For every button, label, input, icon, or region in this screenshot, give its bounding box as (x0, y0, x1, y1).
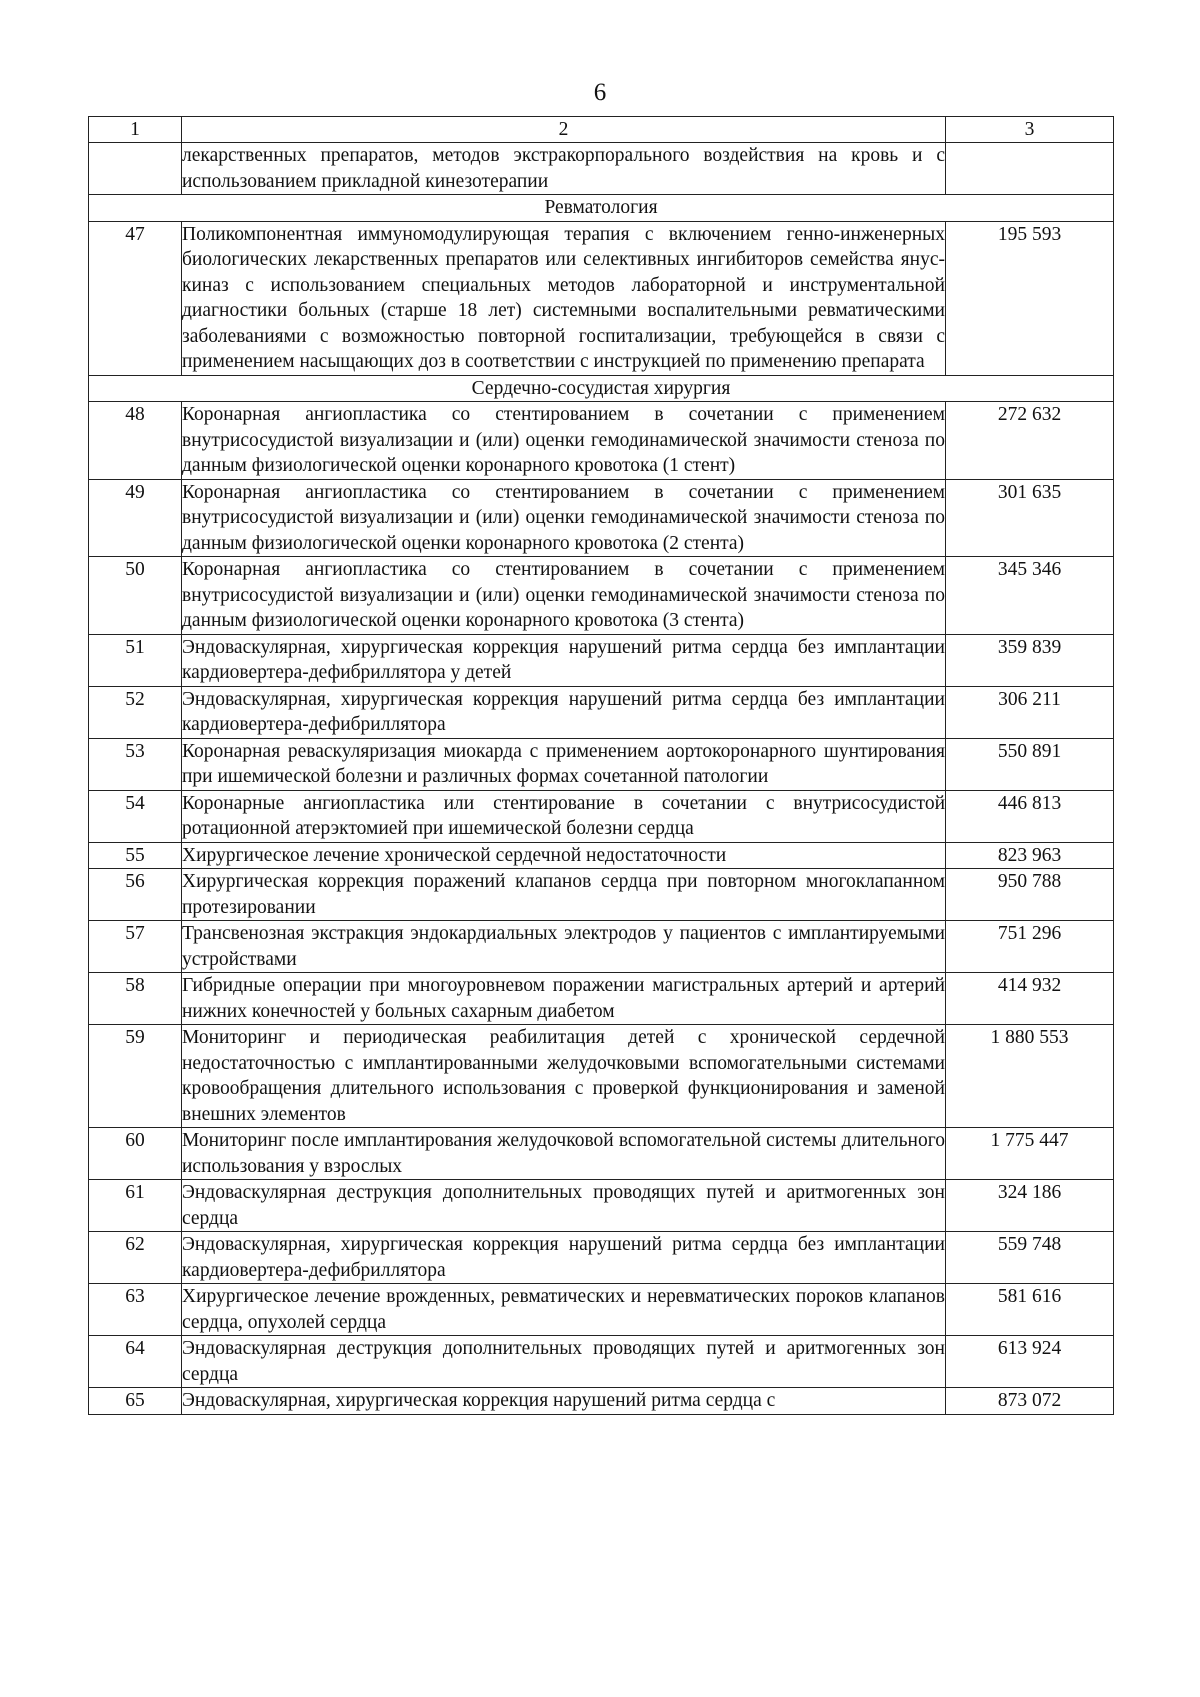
table-row (89, 1388, 1114, 1415)
table-row (89, 921, 1114, 973)
row-number: 47 (89, 221, 182, 375)
row-value: 613 924 (946, 1336, 1114, 1388)
section-title: Сердечно-сосудистая хирургия (89, 375, 1114, 402)
row-value: 550 891 (946, 738, 1114, 790)
row-number: 59 (89, 1025, 182, 1128)
row-number: 55 (89, 842, 182, 869)
row-value: 301 635 (946, 479, 1114, 557)
table-row (89, 869, 1114, 921)
row-value: 446 813 (946, 790, 1114, 842)
table-row (89, 557, 1114, 635)
table-row (89, 973, 1114, 1025)
row-value (946, 143, 1114, 195)
section-row (89, 375, 1114, 402)
row-value: 306 211 (946, 686, 1114, 738)
row-number: 62 (89, 1232, 182, 1284)
row-value: 581 616 (946, 1284, 1114, 1336)
row-description: Эндоваскулярная деструкция дополнительных проводящих путей и аритмогенных зон сердца (182, 1180, 946, 1232)
row-number: 60 (89, 1128, 182, 1180)
row-description: Гибридные операции при многоуровневом поражении магистральных артерий и артерий нижних конечностей у больных сахарным диабетом (182, 973, 946, 1025)
row-description: Коронарная ангиопластика со стентированием в сочетании с применением внутрисосудистой визуализации и (или) оценки гемодинамической значимости стеноза по данным физиологической оценки коронарного кровотока (2 стента) (182, 479, 946, 557)
table-row (89, 1336, 1114, 1388)
table-row (89, 686, 1114, 738)
row-description: Эндоваскулярная, хирургическая коррекция нарушений ритма сердца без имплантации кардиовертера-дефибриллятора у детей (182, 634, 946, 686)
tariff-table (88, 116, 1114, 1415)
row-number (89, 143, 182, 195)
table-row (89, 143, 1114, 195)
table-header-row (89, 117, 1114, 143)
row-value: 359 839 (946, 634, 1114, 686)
row-description: Эндоваскулярная, хирургическая коррекция нарушений ритма сердца без имплантации кардиовертера-дефибриллятора (182, 686, 946, 738)
table-row (89, 738, 1114, 790)
row-value: 414 932 (946, 973, 1114, 1025)
column-header: 2 (182, 117, 946, 143)
row-value: 1 775 447 (946, 1128, 1114, 1180)
row-value: 559 748 (946, 1232, 1114, 1284)
row-description: Хирургическая коррекция поражений клапанов сердца при повторном многоклапанном протезировании (182, 869, 946, 921)
row-description: лекарственных препаратов, методов экстракорпорального воздействия на кровь и с использованием прикладной кинезотерапии (182, 143, 946, 195)
row-number: 56 (89, 869, 182, 921)
row-description: Эндоваскулярная, хирургическая коррекция нарушений ритма сердца с (182, 1388, 946, 1415)
table-row (89, 634, 1114, 686)
row-description: Мониторинг и периодическая реабилитация детей с хронической сердечной недостаточностью с имплантированными желудочковыми вспомогательными системами кровообращения длительного использования с проверкой функционирования и заменой внешних элементов (182, 1025, 946, 1128)
row-value: 195 593 (946, 221, 1114, 375)
row-value: 345 346 (946, 557, 1114, 635)
row-number: 65 (89, 1388, 182, 1415)
row-description: Коронарная ангиопластика со стентированием в сочетании с применением внутрисосудистой визуализации и (или) оценки гемодинамической значимости стеноза по данным физиологической оценки коронарного кровотока (1 стент) (182, 402, 946, 480)
row-number: 63 (89, 1284, 182, 1336)
section-row (89, 195, 1114, 222)
table-row (89, 221, 1114, 375)
row-value: 950 788 (946, 869, 1114, 921)
row-description: Коронарные ангиопластика или стентирование в сочетании с внутрисосудистой ротационной атерэктомией при ишемической болезни сердца (182, 790, 946, 842)
row-value: 1 880 553 (946, 1025, 1114, 1128)
row-value: 873 072 (946, 1388, 1114, 1415)
table-body (89, 117, 1114, 1415)
row-description: Мониторинг после имплантирования желудочковой вспомогательной системы длительного использования у взрослых (182, 1128, 946, 1180)
row-number: 57 (89, 921, 182, 973)
section-title: Ревматология (89, 195, 1114, 222)
row-number: 58 (89, 973, 182, 1025)
table-row (89, 790, 1114, 842)
row-description: Коронарная ангиопластика со стентированием в сочетании с применением внутрисосудистой визуализации и (или) оценки гемодинамической значимости стеноза по данным физиологической оценки коронарного кровотока (3 стента) (182, 557, 946, 635)
row-number: 64 (89, 1336, 182, 1388)
row-description: Эндоваскулярная деструкция дополнительных проводящих путей и аритмогенных зон сердца (182, 1336, 946, 1388)
table-row (89, 1180, 1114, 1232)
row-value: 823 963 (946, 842, 1114, 869)
row-number: 54 (89, 790, 182, 842)
row-description: Эндоваскулярная, хирургическая коррекция нарушений ритма сердца без имплантации кардиовертера-дефибриллятора (182, 1232, 946, 1284)
table-row (89, 1025, 1114, 1128)
row-description: Поликомпонентная иммуномодулирующая терапия с включением генно-инженерных биологических лекарственных препаратов или селективных ингибиторов семейства янус-киназ с использованием специальных методов лабораторной и инструментальной диагностики больных (старше 18 лет) системными воспалительными ревматическими заболеваниями с возможностью повторной госпитализации, требующейся в связи с применением насыщающих доз в соответствии с инструкцией по применению препарата (182, 221, 946, 375)
table-row (89, 842, 1114, 869)
column-header: 1 (89, 117, 182, 143)
row-number: 61 (89, 1180, 182, 1232)
table-row (89, 1232, 1114, 1284)
row-description: Коронарная реваскуляризация миокарда с применением аортокоронарного шунтирования при ишемической болезни и различных формах сочетанной патологии (182, 738, 946, 790)
row-description: Трансвенозная экстракция эндокардиальных электродов у пациентов с имплантируемыми устройствами (182, 921, 946, 973)
column-header: 3 (946, 117, 1114, 143)
row-description: Хирургическое лечение врожденных, ревматических и неревматических пороков клапанов сердца, опухолей сердца (182, 1284, 946, 1336)
row-value: 751 296 (946, 921, 1114, 973)
table-row (89, 479, 1114, 557)
table-row (89, 1284, 1114, 1336)
row-number: 49 (89, 479, 182, 557)
row-number: 53 (89, 738, 182, 790)
table-row (89, 402, 1114, 480)
row-value: 324 186 (946, 1180, 1114, 1232)
row-description: Хирургическое лечение хронической сердечной недостаточности (182, 842, 946, 869)
row-number: 51 (89, 634, 182, 686)
row-number: 52 (89, 686, 182, 738)
row-number: 48 (89, 402, 182, 480)
row-value: 272 632 (946, 402, 1114, 480)
page-number: 6 (593, 79, 607, 106)
table-row (89, 1128, 1114, 1180)
row-number: 50 (89, 557, 182, 635)
